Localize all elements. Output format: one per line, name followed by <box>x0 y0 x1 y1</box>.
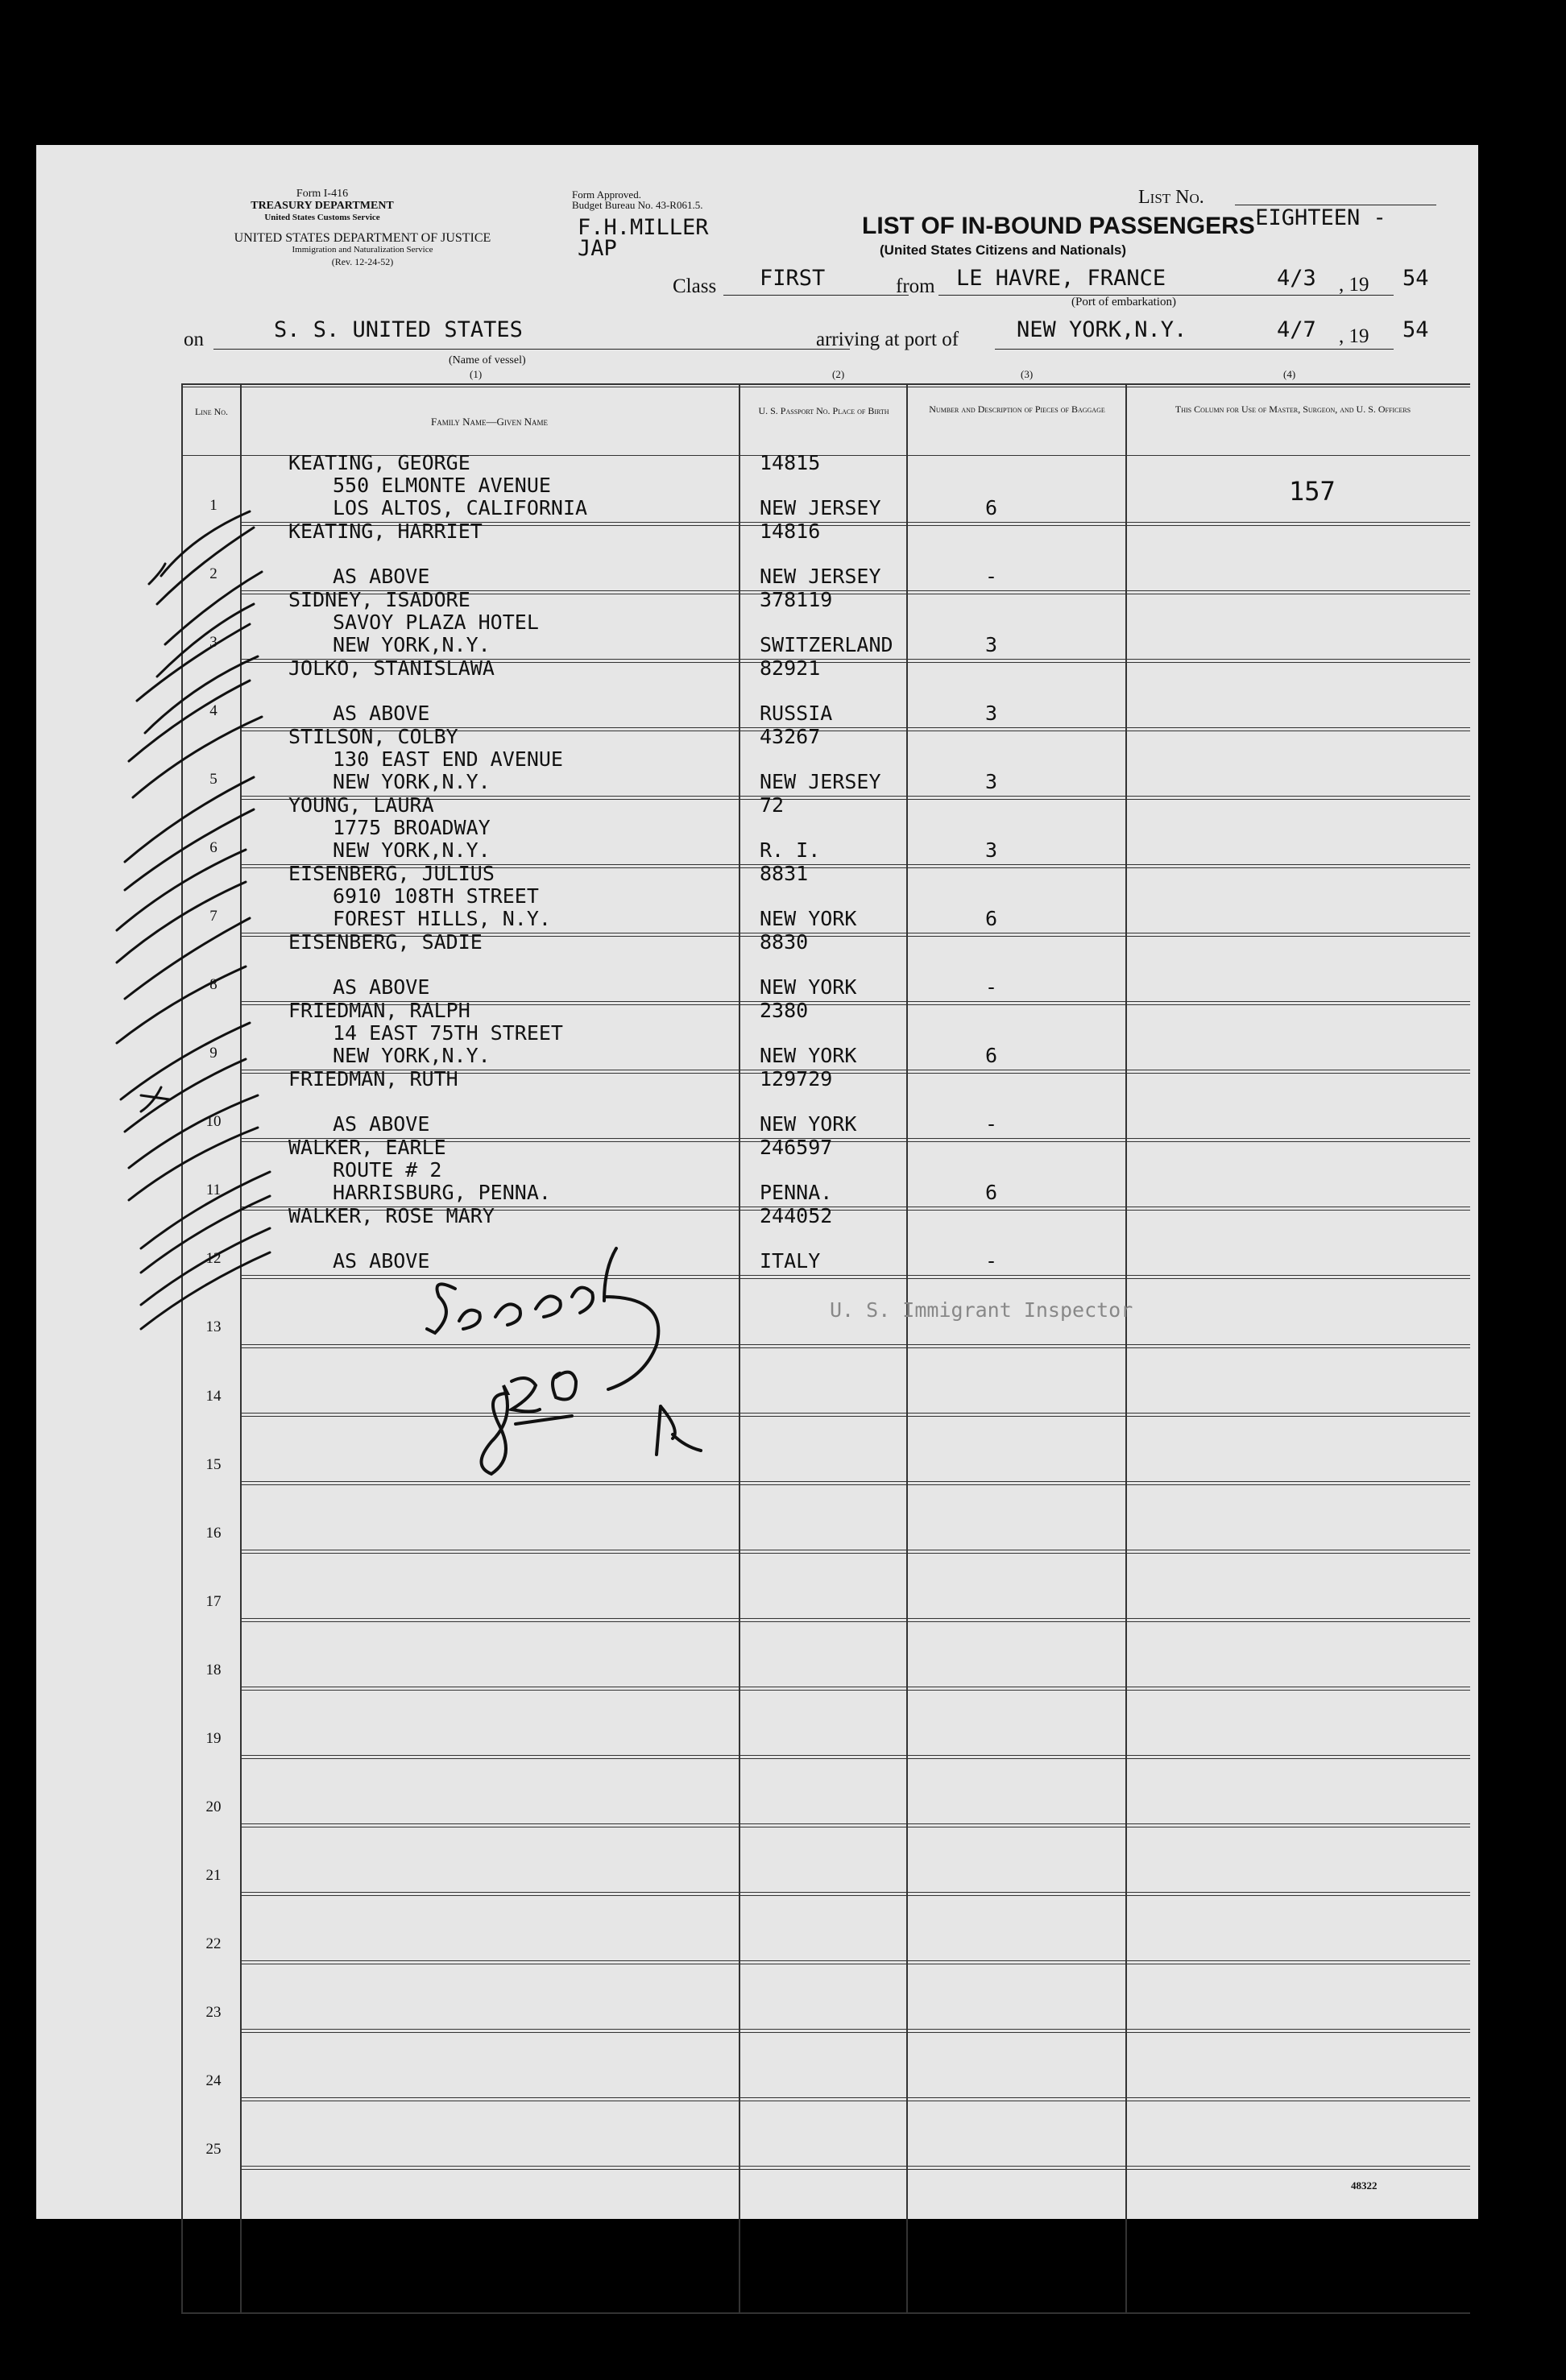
address-line-2: FOREST HILLS, N.Y. <box>333 907 551 931</box>
passenger-name: SIDNEY, ISADORE <box>288 588 470 612</box>
address-line-1: ROUTE # 2 <box>333 1158 442 1182</box>
class-value: FIRST <box>760 266 826 291</box>
budget-bureau: Budget Bureau No. 43-R061.5. <box>572 199 703 211</box>
address-line-1: 1775 BROADWAY <box>333 816 491 840</box>
passport-number: 246597 <box>760 1136 833 1160</box>
line-number: 11 <box>205 1182 222 1199</box>
check-marks <box>117 511 270 1329</box>
address-line-2: NEW YORK,N.Y. <box>333 633 491 657</box>
line-number: 3 <box>209 634 218 652</box>
line-number: 9 <box>209 1045 218 1062</box>
treasury-dept: TREASURY DEPARTMENT <box>251 200 394 212</box>
place-of-birth: NEW YORK <box>760 975 857 1000</box>
line-number: 2 <box>209 565 218 583</box>
baggage-count: - <box>985 975 998 1000</box>
line-number: 23 <box>205 2003 222 2021</box>
baggage-count: 3 <box>985 838 998 863</box>
vessel-label: (Name of vessel) <box>449 354 526 366</box>
col-num-1: (1) <box>470 368 483 380</box>
passenger-name: EISENBERG, SADIE <box>288 930 483 954</box>
form-approved: Form Approved. <box>572 188 641 201</box>
place-of-birth: NEW YORK <box>760 1044 857 1068</box>
passenger-name: WALKER, EARLE <box>288 1136 446 1160</box>
col-num-2: (2) <box>832 368 845 380</box>
place-of-birth: NEW JERSEY <box>760 565 881 589</box>
address-line-1: SAVOY PLAZA HOTEL <box>333 611 539 635</box>
line-number: 15 <box>205 1455 222 1473</box>
passenger-name: STILSON, COLBY <box>288 725 458 749</box>
port-embark-label: (Port of embarkation) <box>1071 296 1176 308</box>
baggage-count: 6 <box>985 1044 998 1068</box>
baggage-count: 3 <box>985 633 998 657</box>
passenger-name: KEATING, HARRIET <box>288 519 483 544</box>
list-no-value: -EIGHTEEN - <box>1242 205 1386 230</box>
address-line-2: AS ABOVE <box>333 565 430 589</box>
customs-service: United States Customs Service <box>264 213 380 222</box>
arrival-year-prefix: , 19 <box>1339 325 1369 347</box>
manifest-sheet <box>36 145 1478 2219</box>
passport-number: 14815 <box>760 451 821 474</box>
line-number: 22 <box>205 1935 222 1952</box>
line-number: 6 <box>209 839 218 857</box>
baggage-count: 3 <box>985 702 998 726</box>
address-line-2: AS ABOVE <box>333 1249 430 1273</box>
baggage-count: 3 <box>985 770 998 794</box>
passport-number: 43267 <box>760 725 821 749</box>
place-of-birth: PENNA. <box>760 1181 833 1205</box>
form-id: Form I-416 <box>296 188 349 200</box>
passenger-name: EISENBERG, JULIUS <box>288 862 495 886</box>
inspector-stamp: U. S. Immigrant Inspector <box>830 1298 1133 1322</box>
line-number: 18 <box>205 1661 222 1678</box>
line-number: 21 <box>205 1866 222 1884</box>
address-line-1: 130 EAST END AVENUE <box>333 747 563 772</box>
typed-name: F.H.MILLER <box>578 215 709 240</box>
passport-number: 82921 <box>760 656 821 681</box>
address-line-2: NEW YORK,N.Y. <box>333 770 491 794</box>
passport-number: 14816 <box>760 519 821 544</box>
passenger-name: WALKER, ROSE MARY <box>288 1204 495 1228</box>
on-label: on <box>184 329 204 350</box>
arriving-label: arriving at port of <box>816 329 959 350</box>
place-of-birth: SWITZERLAND <box>760 633 893 657</box>
baggage-count: - <box>985 1249 998 1273</box>
place-of-birth: RUSSIA <box>760 702 833 726</box>
col-num-3: (3) <box>1021 368 1034 380</box>
line-number: 16 <box>205 1524 222 1542</box>
line-number: 14 <box>205 1387 222 1405</box>
line-number: 12 <box>205 1250 222 1268</box>
col-num-4: (4) <box>1283 368 1296 380</box>
passenger-name: KEATING, GEORGE <box>288 451 470 474</box>
footer-code: 48322 <box>1351 2179 1378 2192</box>
page-title: LIST OF IN-BOUND PASSENGERS <box>862 213 1255 239</box>
place-of-birth: NEW JERSEY <box>760 770 881 794</box>
passenger-name: YOUNG, LAURA <box>288 793 434 817</box>
passenger-name: FRIEDMAN, RUTH <box>288 1067 458 1091</box>
passport-number: 2380 <box>760 999 809 1023</box>
officers-note: 157 <box>1289 476 1336 507</box>
arrival-date: 4/7 <box>1277 317 1316 342</box>
depart-date: 4/3 <box>1277 266 1316 291</box>
place-of-birth: ITALY <box>760 1249 821 1273</box>
address-line-1: 550 ELMONTE AVENUE <box>333 474 551 497</box>
col-header-name: Family Name—Given Name <box>431 416 548 428</box>
place-of-birth: R. I. <box>760 838 821 863</box>
arrival-port: NEW YORK,N.Y. <box>1017 317 1187 342</box>
address-line-2: AS ABOVE <box>333 975 430 1000</box>
address-line-2: NEW YORK,N.Y. <box>333 1044 491 1068</box>
passport-number: 378119 <box>760 588 833 612</box>
address-line-1: 14 EAST 75TH STREET <box>333 1021 563 1045</box>
baggage-count: 6 <box>985 496 998 519</box>
line-number: 5 <box>209 771 218 789</box>
from-value: LE HAVRE, FRANCE <box>956 266 1166 291</box>
baggage-count: - <box>985 565 998 589</box>
depart-year: 54 <box>1402 266 1429 291</box>
col-header-officers: This Column for Use of Master, Surgeon, and U. S. Officers <box>1174 404 1411 415</box>
line-number: 4 <box>209 702 218 720</box>
passport-number: 244052 <box>760 1204 833 1228</box>
line-number: 25 <box>205 2140 222 2158</box>
address-line-1: 6910 108TH STREET <box>333 884 539 909</box>
line-number: 10 <box>205 1113 222 1131</box>
baggage-count: 6 <box>985 907 998 931</box>
col-header-passport: U. S. Passport No. Place of Birth <box>758 405 889 416</box>
line-number: 24 <box>205 2072 222 2089</box>
address-line-2: AS ABOVE <box>333 702 430 726</box>
revision: (Rev. 12-24-52) <box>331 256 394 267</box>
address-line-2: LOS ALTOS, CALIFORNIA <box>333 496 588 519</box>
vessel-name: S. S. UNITED STATES <box>274 317 523 342</box>
table-bottom-line <box>181 2312 1470 2314</box>
depart-year-prefix: , 19 <box>1339 274 1369 296</box>
line-number: 7 <box>209 908 218 925</box>
passport-number: 8830 <box>760 930 809 954</box>
arrival-year: 54 <box>1402 317 1429 342</box>
passenger-name: FRIEDMAN, RALPH <box>288 999 470 1023</box>
signature <box>427 1248 701 1474</box>
justice-dept: UNITED STATES DEPARTMENT OF JUSTICE <box>234 231 491 245</box>
passport-number: 129729 <box>760 1067 833 1091</box>
col-header-line: Line No. <box>194 406 229 417</box>
page-subtitle: (United States Citizens and Nationals) <box>880 242 1127 258</box>
class-label: Class <box>673 275 717 297</box>
address-line-2: AS ABOVE <box>333 1112 430 1136</box>
place-of-birth: NEW JERSEY <box>760 496 881 519</box>
line-number: 13 <box>205 1318 222 1336</box>
typed-code: JAP <box>578 236 617 261</box>
passport-number: 72 <box>760 793 785 817</box>
ins-service: Immigration and Naturalization Service <box>292 245 433 255</box>
line-number: 20 <box>205 1798 222 1815</box>
passenger-name: JOLKO, STANISLAWA <box>288 656 495 681</box>
from-label: from <box>896 275 935 297</box>
place-of-birth: NEW YORK <box>760 907 857 931</box>
place-of-birth: NEW YORK <box>760 1112 857 1136</box>
line-number: 19 <box>205 1729 222 1747</box>
address-line-2: NEW YORK,N.Y. <box>333 838 491 863</box>
baggage-count: - <box>985 1112 998 1136</box>
line-number: 17 <box>205 1592 222 1610</box>
passport-number: 8831 <box>760 862 809 886</box>
list-no-label: List No. <box>1138 187 1204 208</box>
line-number: 8 <box>209 976 218 994</box>
line-number: 1 <box>209 497 218 514</box>
handwriting-svg <box>36 145 1478 2219</box>
baggage-count: 6 <box>985 1181 998 1205</box>
address-line-2: HARRISBURG, PENNA. <box>333 1181 551 1205</box>
col-header-baggage: Number and Description of Pieces of Baggage <box>929 404 1105 415</box>
